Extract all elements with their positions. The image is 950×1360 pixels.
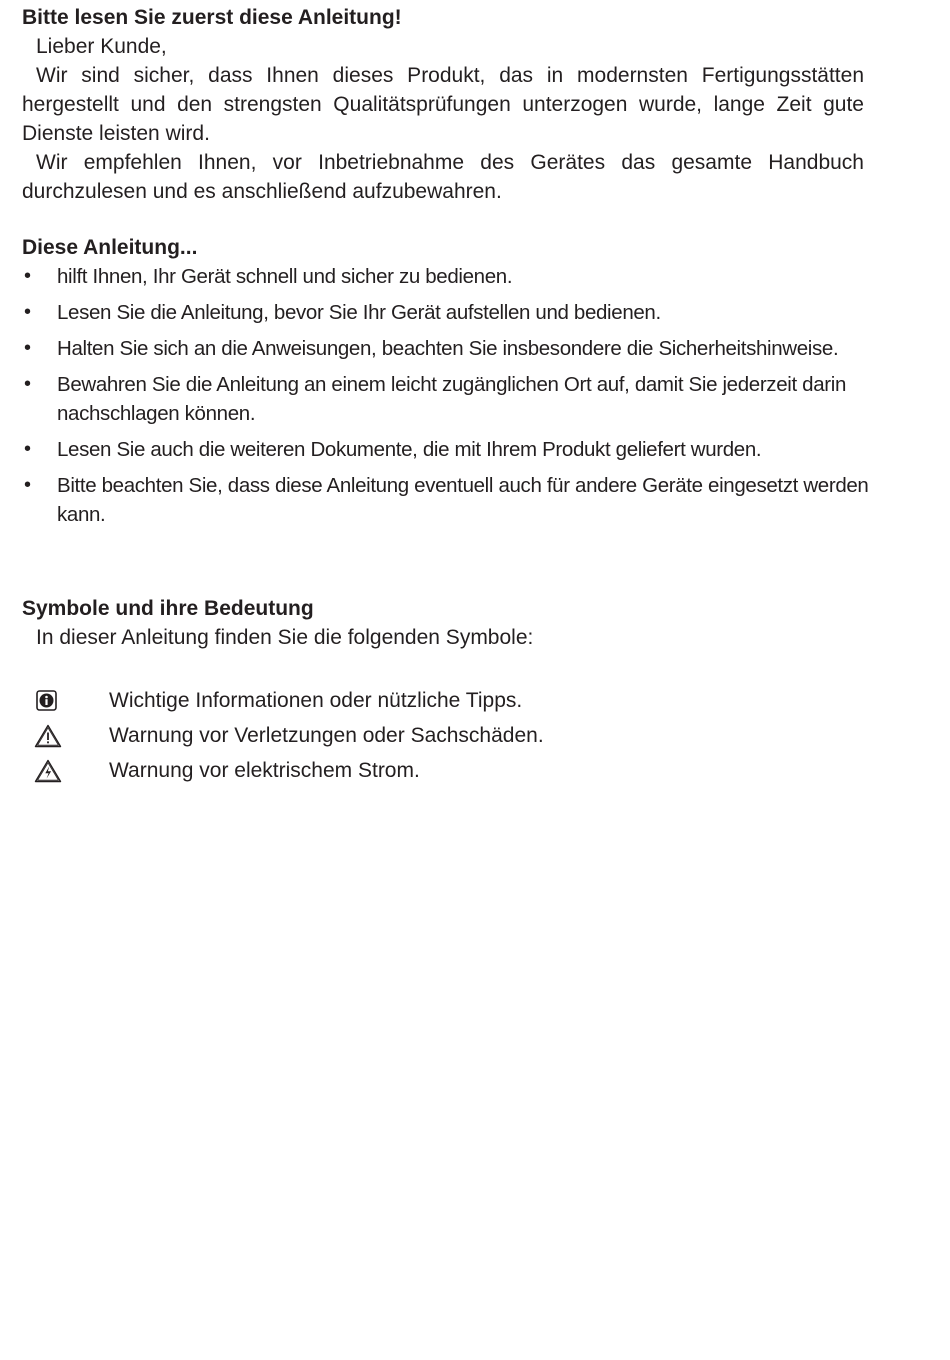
bullet-icon: • [24,373,31,395]
list-item-text: hilft Ihnen, Ihr Gerät schnell und sicher zu bedienen. [57,265,513,288]
bullet-icon: • [24,438,31,460]
symbol-row-info [22,686,822,716]
page-title: Bitte lesen Sie zuerst diese Anleitung! [22,6,402,29]
intro-paragraph-1: Wir sind sicher, dass Ihnen dieses Produkt, das in modernsten Fertigungsstätten hergestellt und den strengsten Qualitätsprüfungen unterzogen wurde, lange Zeit gute Dienste leisten wird. [22,64,864,145]
warning-triangle-icon [34,724,62,748]
electric-warning-icon [34,759,62,783]
symbol-description: Warnung vor elektrischem Strom. [109,759,420,782]
list-item [22,370,872,428]
list-item-text: Halten Sie sich an die Anweisungen, beachten Sie insbesondere die Sicherheitshinweise. [57,337,839,360]
manual-heading: Diese Anleitung... [22,236,198,259]
list-item [22,435,872,464]
bullet-icon: • [24,337,31,359]
symbol-description: Wichtige Informationen oder nützliche Tipps. [109,689,523,712]
greeting: Lieber Kunde, [36,35,167,58]
symbol-row-electric [22,756,822,786]
list-item-text: Lesen Sie die Anleitung, bevor Sie Ihr Gerät aufstellen und bedienen. [57,301,661,324]
manual-bullet-list [22,262,872,536]
list-item [22,471,872,529]
list-item [22,334,872,363]
symbol-description: Warnung vor Verletzungen oder Sachschäden. [109,724,544,747]
intro-paragraph-2: Wir empfehlen Ihnen, vor Inbetriebnahme des Gerätes das gesamte Handbuch durchzulesen und es anschließend aufzubewahren. [22,151,864,203]
info-icon [34,689,62,713]
list-item [22,298,872,327]
symbols-intro: In dieser Anleitung finden Sie die folgenden Symbole: [36,626,534,649]
list-item-text: Bewahren Sie die Anleitung an einem leicht zugänglichen Ort auf, damit Sie jederzeit darin nachschlagen können. [57,373,846,425]
list-item [22,262,872,291]
bullet-icon: • [24,474,31,496]
intro-section [22,32,864,206]
symbols-heading: Symbole und ihre Bedeutung [22,597,314,620]
bullet-icon: • [24,301,31,323]
list-item-text: Lesen Sie auch die weiteren Dokumente, die mit Ihrem Produkt geliefert wurden. [57,438,762,461]
list-item-text: Bitte beachten Sie, dass diese Anleitung eventuell auch für andere Geräte eingesetzt werden kann. [57,474,869,526]
symbol-row-warning [22,721,822,751]
bullet-icon: • [24,265,31,287]
